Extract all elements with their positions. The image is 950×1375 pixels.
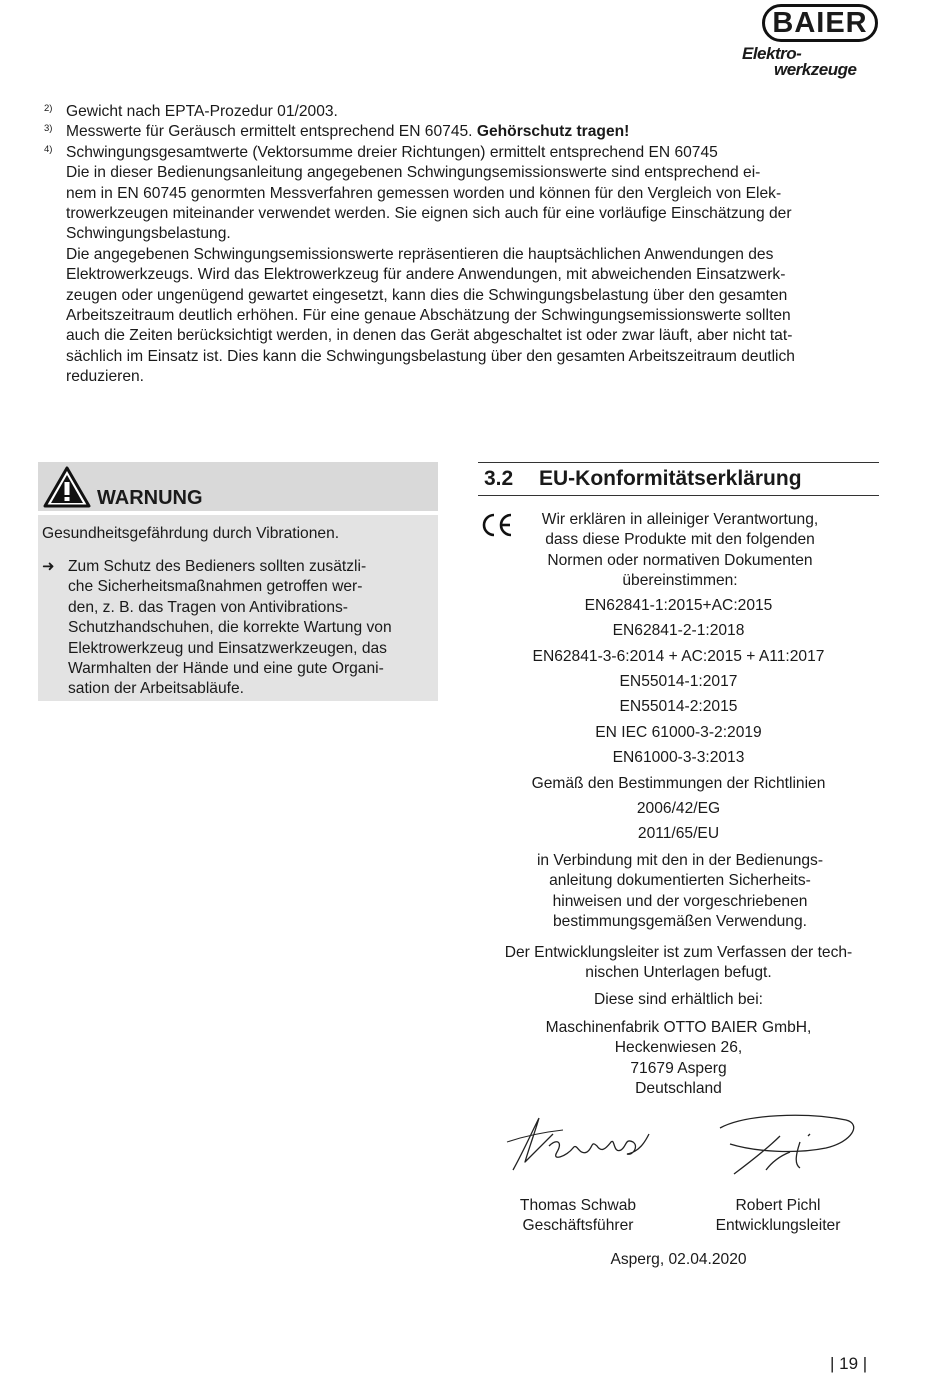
logo-subline-1: Elektro- (742, 44, 802, 63)
arrow-right-icon: ➜ (42, 558, 55, 575)
page-number: | 19 | (830, 1354, 868, 1373)
declaration-text: Wir erklären in alleiniger Verantwortung, dass diese Produkte mit den folgenden Normen oder normativen Dokumenten übereinstimmen: (541, 511, 819, 590)
footnote-text: Messwerte für Geräusch ermittelt entsprechend EN 60745. (66, 123, 477, 141)
brand-logo (740, 4, 885, 84)
section-title: EU-Konformitätserklärung (539, 467, 802, 490)
footnote-4 (44, 143, 884, 163)
norm-item: EN IEC 61000-3-2:2019 (595, 724, 762, 741)
footnote-text: Schwingungsgesamtwerte (Vektorsumme dreier Richtungen) ermittelt entsprechend EN 60745 (66, 143, 718, 161)
signature-schwab (505, 1112, 653, 1174)
norm-item: EN62841-3-6:2014 + AC:2015 + A11:2017 (532, 648, 825, 665)
warning-lead: Gesundheitsgefährdung durch Vibrationen. (42, 525, 340, 542)
directive-item: 2006/42/EG (636, 800, 721, 817)
warning-body (38, 515, 438, 701)
warning-instruction: Zum Schutz des Bedieners sollten zusätzli- che Sicherheitsmaßnahmen getroffen wer- den, z. B. das Tragen von Antivibrations- Schutzhandschuhen, die korrekte Wartung von Elektrowerkzeug und Einsatzwerkzeugen, das Warmhalten der Hände und eine gute Organi- sation der Arbeitsabläufe. (68, 558, 392, 698)
logo-wordmark: BAIER (762, 4, 878, 42)
norm-item: EN62841-1:2015+AC:2015 (584, 597, 773, 614)
warning-triangle-icon (43, 466, 91, 508)
norm-item: EN61000-3-3:2013 (612, 749, 745, 766)
ce-mark-icon (480, 512, 514, 538)
heading-rule-bottom (478, 495, 879, 496)
norm-item: EN62841-2-1:2018 (612, 622, 745, 639)
directives-lead: Gemäß den Bestimmungen der Richtlinien (531, 775, 826, 792)
signatory-name: Thomas Schwab (519, 1197, 637, 1214)
paragraph-emission-values: Die angegebenen Schwingungsemissionswerte repräsentieren die hauptsächlichen Anwendungen des Elektrowerkzeugs. Wird das Elektrowerkzeug für andere Anwendungen, mit abweichenden Einsatzwerk- zeugen oder ungenügend gewartet eingesetzt, kann dies die Schwingungsbelastung über den gesamten Arbeitszeitraum deutlich erhöhen. Für eine genaue Abschätzung der Schwingungsemissionswerte sollten auch die Zeiten berücksichtigt werden, in denen das Gerät abgeschaltet ist oder zwar läuft, aber nicht tat- sächlich im Einsatz ist. Dies kann die Schwingungsbelastung über den gesamten Arbeitszeitraum deutlich reduzieren. (66, 245, 795, 386)
connection-text: in Verbindung mit den in der Bedienungs- anleitung dokumentierten Sicherheits- hinweisen und der vorgeschriebenen bestimmungsgemäßen Verwendung. (536, 852, 824, 931)
footnote-2 (44, 102, 884, 122)
logo-subline-2: werkzeuge (774, 60, 857, 79)
paragraph-measurement: Die in dieser Bedienungsanleitung angegebenen Schwingungsemissionswerte sind entsprechend ei- nem in EN 60745 genormten Messverfahren gemessen worden und können für den Vergleich von Elek- trowerkzeugen miteinander verwendet werden. Sie eignen sich auch für eine vorläufige Einschätzung der Schwingungsbelastung. (66, 164, 792, 243)
warning-header (38, 462, 438, 511)
norm-item: EN55014-1:2017 (619, 673, 738, 690)
company-address: Maschinenfabrik OTTO BAIER GmbH, Heckenwiesen 26, 71679 Asperg Deutschland (545, 1019, 812, 1098)
footnote-mark: 4) (44, 143, 53, 155)
signatory-name: Robert Pichl (735, 1197, 821, 1214)
footnote-text: Gewicht nach EPTA-Prozedur 01/2003. (66, 103, 338, 120)
footnote-mark: 2) (44, 103, 53, 114)
warning-box (38, 462, 438, 701)
footnotes (44, 102, 884, 388)
warning-title: WARNUNG (97, 487, 203, 509)
norm-item: EN55014-2:2015 (619, 698, 738, 715)
footnote-3 (44, 122, 884, 142)
section-number: 3.2 (484, 467, 514, 490)
signatory-role: Geschäftsführer (522, 1217, 634, 1234)
footnote-emphasis: Gehörschutz tragen! (476, 123, 630, 141)
signature-pichl (716, 1112, 858, 1178)
directive-item: 2011/65/EU (637, 825, 720, 842)
signatory-role: Entwicklungsleiter (715, 1217, 841, 1234)
footnote-mark: 3) (44, 123, 53, 135)
heading-rule-top (478, 462, 879, 463)
place-date: Asperg, 02.04.2020 (610, 1251, 747, 1268)
availability-text: Diese sind erhältlich bei: (593, 991, 764, 1008)
responsible-text: Der Entwicklungsleiter ist zum Verfassen der tech- nischen Unterlagen befugt. (504, 944, 853, 982)
